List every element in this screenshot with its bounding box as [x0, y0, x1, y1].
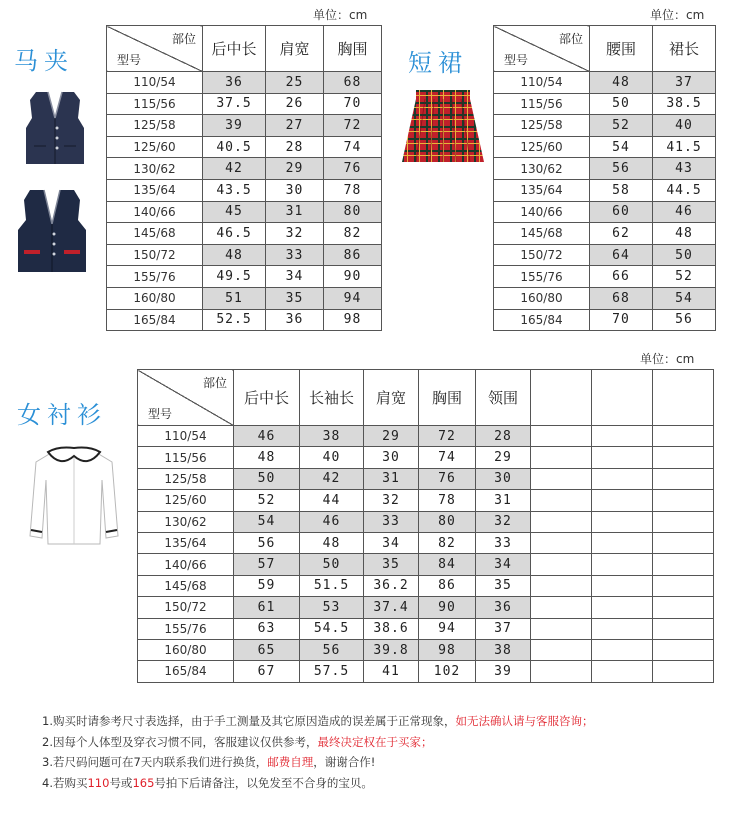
blouse-value-cell: 57: [234, 554, 300, 575]
blouse-table-row: [138, 490, 714, 511]
blouse-value-cell: 38: [476, 639, 531, 660]
blouse-table-row: [138, 575, 714, 596]
blouse-value-cell: 82: [419, 532, 476, 553]
skirt-corner-cell: [494, 26, 590, 72]
blouse-empty-cell: [592, 618, 653, 639]
note-text: 4.若购买: [42, 775, 88, 790]
skirt-value-cell: 50: [590, 93, 653, 115]
skirt-table-row: [494, 223, 716, 245]
vest-image-1: [22, 88, 88, 170]
vest-value-cell: 48: [203, 244, 266, 266]
blouse-empty-cell: [531, 554, 592, 575]
blouse-table-row: [138, 661, 714, 682]
vest-size-cell: 165/84: [107, 309, 203, 331]
blouse-value-cell: 98: [419, 639, 476, 660]
vest-value-cell: 98: [324, 309, 382, 331]
blouse-value-cell: 56: [300, 639, 364, 660]
skirt-value-cell: 60: [590, 201, 653, 223]
vest-size-cell: 135/64: [107, 179, 203, 201]
vest-header-row: [107, 26, 382, 72]
skirt-table-row: [494, 115, 716, 137]
blouse-empty-cell: [653, 511, 714, 532]
vest-value-cell: 25: [266, 72, 324, 94]
skirt-value-cell: 44.5: [653, 179, 716, 201]
vest-value-cell: 74: [324, 136, 382, 158]
blouse-empty-cell: [653, 426, 714, 447]
skirt-size-cell: 165/84: [494, 309, 590, 331]
skirt-table-row: [494, 179, 716, 201]
vest-value-cell: 72: [324, 115, 382, 137]
vest-table-row: [107, 287, 382, 309]
vest-table-row: [107, 266, 382, 288]
vest-value-cell: 37.5: [203, 93, 266, 115]
vest-table-row: [107, 309, 382, 331]
blouse-value-cell: 48: [234, 447, 300, 468]
blouse-value-cell: 35: [476, 575, 531, 596]
vest-header-cell: 肩宽: [266, 26, 324, 72]
blouse-size-cell: 140/66: [138, 554, 234, 575]
vest-value-cell: 52.5: [203, 309, 266, 331]
blouse-header-cell: 长袖长: [300, 370, 364, 426]
vest-value-cell: 27: [266, 115, 324, 137]
blouse-value-cell: 52: [234, 490, 300, 511]
blouse-table-row: [138, 597, 714, 618]
vest-table-row: [107, 93, 382, 115]
vest-value-cell: 51: [203, 287, 266, 309]
vest-value-cell: 46.5: [203, 223, 266, 245]
blouse-value-cell: 39: [476, 661, 531, 682]
blouse-value-cell: 30: [476, 468, 531, 489]
blouse-value-cell: 28: [476, 426, 531, 447]
blouse-value-cell: 36.2: [364, 575, 419, 596]
skirt-value-cell: 64: [590, 244, 653, 266]
blouse-value-cell: 63: [234, 618, 300, 639]
blouse-empty-cell: [653, 618, 714, 639]
blouse-header-cell: [653, 370, 714, 426]
skirt-table-row: [494, 136, 716, 158]
blouse-corner-bottom: 型号: [148, 407, 173, 421]
blouse-empty-cell: [653, 468, 714, 489]
blouse-value-cell: 44: [300, 490, 364, 511]
skirt-header-row: [494, 26, 716, 72]
blouse-empty-cell: [531, 618, 592, 639]
blouse-empty-cell: [592, 532, 653, 553]
note-highlight: 邮费自理: [267, 755, 314, 769]
blouse-size-cell: 125/58: [138, 468, 234, 489]
blouse-size-cell: 135/64: [138, 532, 234, 553]
blouse-value-cell: 50: [234, 468, 300, 489]
blouse-value-cell: 61: [234, 597, 300, 618]
vest-corner-cell: [107, 26, 203, 72]
unit-label-vest: 单位：cm: [313, 8, 368, 22]
blouse-corner-top: 部位: [202, 376, 227, 390]
blouse-header-cell: 胸围: [419, 370, 476, 426]
vest-value-cell: 30: [266, 179, 324, 201]
blouse-empty-cell: [592, 468, 653, 489]
blouse-empty-cell: [531, 661, 592, 682]
blouse-empty-cell: [653, 447, 714, 468]
blouse-value-cell: 46: [300, 511, 364, 532]
note-line: [42, 752, 593, 773]
skirt-corner-bottom: 型号: [504, 53, 529, 67]
blouse-value-cell: 102: [419, 661, 476, 682]
blouse-value-cell: 32: [364, 490, 419, 511]
blouse-value-cell: 56: [234, 532, 300, 553]
vest-value-cell: 32: [266, 223, 324, 245]
skirt-value-cell: 54: [653, 287, 716, 309]
note-text: 2.因每个人体型及穿衣习惯不同，客服建议仅供参考，: [42, 734, 318, 749]
note-highlight: 最终决定权在于买家；: [317, 734, 433, 749]
note-text: 号拍下后请备注，以免发至不合身的宝贝。: [154, 775, 373, 790]
skirt-value-cell: 40: [653, 115, 716, 137]
blouse-value-cell: 29: [476, 447, 531, 468]
blouse-value-cell: 74: [419, 447, 476, 468]
blouse-size-cell: 150/72: [138, 597, 234, 618]
note-line: [42, 732, 593, 753]
blouse-empty-cell: [653, 661, 714, 682]
blouse-value-cell: 37.4: [364, 597, 419, 618]
skirt-value-cell: 43: [653, 158, 716, 180]
vest-value-cell: 31: [266, 201, 324, 223]
vest-table-row: [107, 158, 382, 180]
blouse-header-cell: 肩宽: [364, 370, 419, 426]
blouse-empty-cell: [592, 490, 653, 511]
vest-table-row: [107, 244, 382, 266]
skirt-value-cell: 50: [653, 244, 716, 266]
blouse-empty-cell: [531, 532, 592, 553]
skirt-header-cell: 腰围: [590, 26, 653, 72]
skirt-image: [398, 86, 488, 168]
blouse-header-cell: [592, 370, 653, 426]
note-text: 号或: [109, 775, 133, 790]
vest-table-row: [107, 223, 382, 245]
blouse-value-cell: 86: [419, 575, 476, 596]
skirt-value-cell: 52: [653, 266, 716, 288]
blouse-empty-cell: [531, 490, 592, 511]
blouse-value-cell: 39.8: [364, 639, 419, 660]
blouse-image: [26, 440, 122, 550]
blouse-value-cell: 32: [476, 511, 531, 532]
blouse-size-cell: 130/62: [138, 511, 234, 532]
blouse-empty-cell: [592, 426, 653, 447]
vest-value-cell: 28: [266, 136, 324, 158]
blouse-empty-cell: [592, 597, 653, 618]
vest-value-cell: 43.5: [203, 179, 266, 201]
blouse-empty-cell: [653, 639, 714, 660]
skirt-size-cell: 140/66: [494, 201, 590, 223]
blouse-value-cell: 78: [419, 490, 476, 511]
blouse-value-cell: 94: [419, 618, 476, 639]
blouse-table-row: [138, 554, 714, 575]
blouse-empty-cell: [592, 575, 653, 596]
skirt-size-cell: 135/64: [494, 179, 590, 201]
blouse-value-cell: 50: [300, 554, 364, 575]
skirt-corner-top: 部位: [558, 32, 583, 46]
skirt-value-cell: 66: [590, 266, 653, 288]
skirt-table-row: [494, 72, 716, 94]
vest-value-cell: 42: [203, 158, 266, 180]
blouse-value-cell: 54: [234, 511, 300, 532]
vest-table-row: [107, 136, 382, 158]
skirt-value-cell: 70: [590, 309, 653, 331]
note-highlight: 165: [132, 775, 155, 790]
blouse-value-cell: 80: [419, 511, 476, 532]
blouse-value-cell: 53: [300, 597, 364, 618]
skirt-value-cell: 58: [590, 179, 653, 201]
blouse-value-cell: 54.5: [300, 618, 364, 639]
blouse-value-cell: 33: [364, 511, 419, 532]
blouse-header-cell: [531, 370, 592, 426]
blouse-value-cell: 38.6: [364, 618, 419, 639]
skirt-value-cell: 54: [590, 136, 653, 158]
vest-table-row: [107, 201, 382, 223]
blouse-value-cell: 33: [476, 532, 531, 553]
vest-corner-bottom: 型号: [117, 53, 142, 67]
blouse-value-cell: 57.5: [300, 661, 364, 682]
skirt-value-cell: 68: [590, 287, 653, 309]
note-line: [42, 711, 593, 732]
blouse-size-cell: 165/84: [138, 661, 234, 682]
blouse-value-cell: 84: [419, 554, 476, 575]
vest-size-cell: 140/66: [107, 201, 203, 223]
blouse-value-cell: 41: [364, 661, 419, 682]
blouse-value-cell: 90: [419, 597, 476, 618]
blouse-size-cell: 125/60: [138, 490, 234, 511]
blouse-size-cell: 145/68: [138, 575, 234, 596]
blouse-table-row: [138, 532, 714, 553]
blouse-value-cell: 51.5: [300, 575, 364, 596]
blouse-empty-cell: [592, 661, 653, 682]
blouse-size-cell: 160/80: [138, 639, 234, 660]
skirt-size-cell: 115/56: [494, 93, 590, 115]
blouse-value-cell: 65: [234, 639, 300, 660]
vest-image-2: [14, 186, 90, 278]
blouse-value-cell: 67: [234, 661, 300, 682]
blouse-empty-cell: [592, 554, 653, 575]
skirt-value-cell: 38.5: [653, 93, 716, 115]
note-text: 3.若尺码问题可在7天内联系我们进行换货，: [42, 755, 268, 769]
blouse-empty-cell: [531, 639, 592, 660]
vest-value-cell: 76: [324, 158, 382, 180]
vest-size-cell: 125/58: [107, 115, 203, 137]
blouse-empty-cell: [653, 554, 714, 575]
vest-size-cell: 130/62: [107, 158, 203, 180]
vest-value-cell: 82: [324, 223, 382, 245]
vest-size-cell: 145/68: [107, 223, 203, 245]
skirt-table-row: [494, 244, 716, 266]
vest-value-cell: 40.5: [203, 136, 266, 158]
vest-value-cell: 29: [266, 158, 324, 180]
vest-value-cell: 68: [324, 72, 382, 94]
blouse-empty-cell: [531, 468, 592, 489]
blouse-header-row: [138, 370, 714, 426]
vest-size-cell: 115/56: [107, 93, 203, 115]
vest-value-cell: 39: [203, 115, 266, 137]
vest-size-cell: 155/76: [107, 266, 203, 288]
blouse-value-cell: 29: [364, 426, 419, 447]
blouse-empty-cell: [531, 447, 592, 468]
blouse-empty-cell: [531, 511, 592, 532]
skirt-header-cell: 裙长: [653, 26, 716, 72]
blouse-size-table: [137, 369, 714, 683]
notes-block: [42, 711, 593, 793]
blouse-table-row: [138, 618, 714, 639]
note-text: 1.购买时请参考尺寸表选择，由于手工测量及其它原因造成的误差属于正常现象，: [42, 714, 456, 728]
skirt-value-cell: 37: [653, 72, 716, 94]
blouse-empty-cell: [531, 426, 592, 447]
blouse-empty-cell: [592, 511, 653, 532]
skirt-size-cell: 155/76: [494, 266, 590, 288]
skirt-size-table: [493, 25, 716, 331]
skirt-size-cell: 130/62: [494, 158, 590, 180]
vest-value-cell: 33: [266, 244, 324, 266]
skirt-value-cell: 41.5: [653, 136, 716, 158]
skirt-value-cell: 56: [590, 158, 653, 180]
skirt-table-row: [494, 309, 716, 331]
skirt-table-row: [494, 201, 716, 223]
skirt-table-row: [494, 287, 716, 309]
skirt-value-cell: 48: [590, 72, 653, 94]
skirt-size-cell: 160/80: [494, 287, 590, 309]
vest-value-cell: 36: [266, 309, 324, 331]
blouse-corner-cell: [138, 370, 234, 426]
blouse-empty-cell: [653, 490, 714, 511]
blouse-value-cell: 59: [234, 575, 300, 596]
skirt-size-cell: 150/72: [494, 244, 590, 266]
vest-value-cell: 49.5: [203, 266, 266, 288]
vest-header-cell: 胸围: [324, 26, 382, 72]
vest-value-cell: 90: [324, 266, 382, 288]
vest-size-table: [106, 25, 382, 331]
blouse-size-cell: 115/56: [138, 447, 234, 468]
blouse-value-cell: 35: [364, 554, 419, 575]
vest-value-cell: 78: [324, 179, 382, 201]
vest-value-cell: 26: [266, 93, 324, 115]
blouse-table-row: [138, 426, 714, 447]
blouse-header-cell: 领围: [476, 370, 531, 426]
vest-value-cell: 45: [203, 201, 266, 223]
skirt-table-row: [494, 266, 716, 288]
blouse-empty-cell: [653, 597, 714, 618]
blouse-size-cell: 155/76: [138, 618, 234, 639]
unit-label-blouse: 单位：cm: [640, 352, 695, 366]
blouse-value-cell: 72: [419, 426, 476, 447]
blouse-title: 女衬衫: [17, 401, 107, 429]
blouse-value-cell: 48: [300, 532, 364, 553]
blouse-empty-cell: [592, 447, 653, 468]
skirt-table-row: [494, 158, 716, 180]
vest-corner-top: 部位: [171, 32, 196, 46]
blouse-value-cell: 40: [300, 447, 364, 468]
blouse-value-cell: 42: [300, 468, 364, 489]
vest-value-cell: 35: [266, 287, 324, 309]
vest-table-row: [107, 179, 382, 201]
skirt-value-cell: 48: [653, 223, 716, 245]
skirt-size-cell: 110/54: [494, 72, 590, 94]
skirt-value-cell: 52: [590, 115, 653, 137]
vest-value-cell: 86: [324, 244, 382, 266]
vest-header-cell: 后中长: [203, 26, 266, 72]
blouse-table-row: [138, 511, 714, 532]
skirt-table-row: [494, 93, 716, 115]
skirt-size-cell: 125/58: [494, 115, 590, 137]
vest-table-row: [107, 72, 382, 94]
blouse-value-cell: 30: [364, 447, 419, 468]
blouse-value-cell: 36: [476, 597, 531, 618]
vest-title: 马夹: [14, 47, 74, 75]
blouse-empty-cell: [653, 575, 714, 596]
skirt-size-cell: 125/60: [494, 136, 590, 158]
skirt-value-cell: 56: [653, 309, 716, 331]
skirt-value-cell: 62: [590, 223, 653, 245]
skirt-title: 短裙: [408, 49, 468, 77]
blouse-value-cell: 37: [476, 618, 531, 639]
unit-label-skirt: 单位：cm: [650, 8, 705, 22]
note-line: [42, 773, 593, 794]
blouse-header-cell: 后中长: [234, 370, 300, 426]
blouse-table-row: [138, 468, 714, 489]
vest-size-cell: 110/54: [107, 72, 203, 94]
blouse-value-cell: 46: [234, 426, 300, 447]
blouse-value-cell: 34: [364, 532, 419, 553]
blouse-value-cell: 38: [300, 426, 364, 447]
blouse-empty-cell: [531, 575, 592, 596]
vest-value-cell: 94: [324, 287, 382, 309]
skirt-value-cell: 46: [653, 201, 716, 223]
blouse-table-row: [138, 639, 714, 660]
vest-size-cell: 125/60: [107, 136, 203, 158]
blouse-value-cell: 31: [476, 490, 531, 511]
vest-value-cell: 36: [203, 72, 266, 94]
vest-value-cell: 34: [266, 266, 324, 288]
blouse-value-cell: 31: [364, 468, 419, 489]
note-text: ，谢谢合作!: [313, 755, 376, 769]
vest-size-cell: 160/80: [107, 287, 203, 309]
note-highlight: 110: [87, 775, 110, 790]
vest-value-cell: 80: [324, 201, 382, 223]
note-highlight: 如无法确认请与客服咨询；: [455, 714, 594, 728]
skirt-size-cell: 145/68: [494, 223, 590, 245]
blouse-value-cell: 34: [476, 554, 531, 575]
blouse-size-cell: 110/54: [138, 426, 234, 447]
vest-size-cell: 150/72: [107, 244, 203, 266]
blouse-empty-cell: [592, 639, 653, 660]
blouse-table-row: [138, 447, 714, 468]
blouse-empty-cell: [653, 532, 714, 553]
blouse-empty-cell: [531, 597, 592, 618]
blouse-value-cell: 76: [419, 468, 476, 489]
vest-value-cell: 70: [324, 93, 382, 115]
vest-table-row: [107, 115, 382, 137]
